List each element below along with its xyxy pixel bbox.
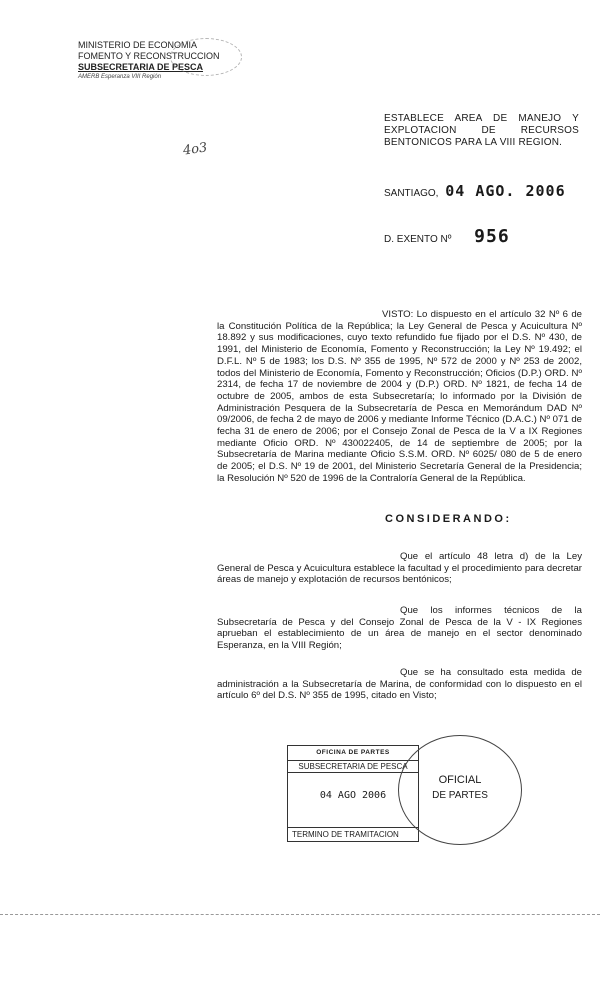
ministry-line-1: MINISTERIO DE ECONOMIA [78,40,198,50]
considerando-paragraph: Que el artículo 48 letra d) de la Ley General de Pesca y Acuicultura establece la facultad y el procedimiento para decretar áreas de manejo y explotación de recursos bentónicos; [217,551,582,586]
stamp-subsecretaria: SUBSECRETARIA DE PESCA [288,760,418,773]
oval-stamp-line-1: OFICIAL [438,774,482,786]
ministry-line-2: FOMENTO Y RECONSTRUCCION [78,51,220,61]
stamp-office: OFICINA DE PARTES [316,749,390,756]
letterhead-seal [170,38,242,76]
handwritten-margin-note: 4o3 [182,140,209,159]
document-title: ESTABLECE AREA DE MANEJO Y EXPLOTACION DE RECURSOS BENTONICOS PARA LA VIII REGION. [384,113,579,148]
letterhead-note: AMERB Esperanza VIII Región [78,74,162,80]
decree-label: D. EXENTO Nº [384,234,452,245]
official-oval-stamp [398,735,522,845]
date-label: SANTIAGO, [384,188,439,199]
oval-stamp-line-2: DE PARTES [432,790,488,801]
visto-paragraph: VISTO: Lo dispuesto en el artículo 32 Nº 6 de la Constitución Política de la República; la Ley General de Pesca y Acuicultura Nº 18.892 y sus modificaciones, cuyo texto refundido fue fijado por el D.S. Nº 430, de 1991, del Ministerio de Economía, Fomento y Reconstrucción; la Ley Nº 19.492; el D.F.L. Nº 5 de 1983; los D.S. Nº 355 de 1995, Nº 572 de 2000 y Nº 253 de 2002, todos del Ministerio de Economía, Fomento y Reconstrucción; Oficios (D.P.) ORD. Nº 2314, de fecha 17 de noviembre de 2004 y (D.P.) ORD. Nº 1821, de fecha 14 de octubre de 2005, ambos de esta Subsecretaría; lo informado por la División de Administración Pesquera de la Subsecretaría de Pesca en Memorándum DAD Nº 09/2006, de fecha 2 de mayo de 2006 y mediante Informe Técnico (D.A.C.) Nº 071 de fecha 31 de enero de 2006; por el Consejo Zonal de Pesca de la V a IX Regiones mediante Oficio ORD. Nº 430022405, de 14 de septiembre de 2005; por la Subsecretaría de Marina mediante Oficio S.S.M. ORD. Nº 6025/ 080 de 5 de enero de 2005; el D.S. Nº 19 de 2001, del Ministerio Secretaría General de la Presidencia; la Resolución Nº 520 de 1996 de la Contraloría General de la República. [217,309,582,484]
stamp-footer: TERMINO DE TRAMITACION [288,827,418,841]
subsecretaria-line: SUBSECRETARIA DE PESCA [78,62,204,72]
date-line [384,182,566,200]
decree-number: 956 [474,226,510,247]
date-value: 04 AGO. 2006 [445,182,566,200]
stamp-date: 04 AGO 2006 [319,790,387,801]
considerando-paragraph: Que se ha consultado esta medida de administración a la Subsecretaría de Marina, de conformidad con lo dispuesto en el artículo 6º del D.S. Nº 355 de 1995, citado en Visto; [217,667,582,702]
decree-line [384,226,510,247]
page-bottom-divider [0,914,600,915]
considerando-heading: CONSIDERANDO: [385,513,512,525]
considerando-paragraph: Que los informes técnicos de la Subsecretaría de Pesca y del Consejo Zonal de Pesca de la V - IX Regiones aprueban el establecimiento de un área de manejo en el sector denominado Esperanza, en la VIII Región; [217,605,582,652]
